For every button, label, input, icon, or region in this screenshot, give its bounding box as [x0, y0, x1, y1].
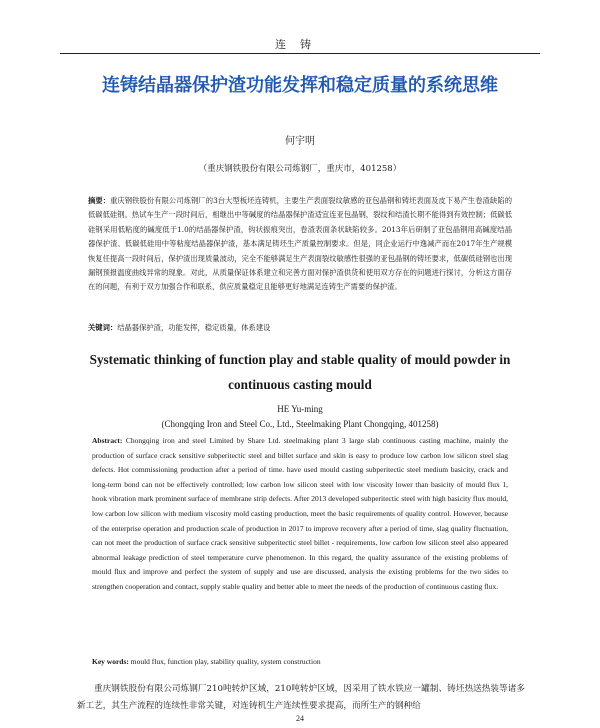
english-keywords-label: Key words: [92, 657, 129, 666]
chinese-keywords-label: 关键词： [88, 323, 118, 332]
chinese-abstract-text: 重庆钢铁股份有限公司炼钢厂的3台大型板坯连铸机，主要生产表面裂纹敏感的亚包晶钢和铸坯表面及皮下易产生卷渣缺陷的低碳低硅钢。热试车生产一段时间后，相继出中等碱度的结晶器保护渣适宜连亚包晶钢，裂纹和结渣长期不能得到有效控制；低碳低硅钢采用低粘度的碱度低于1.0的结晶器保护渣，钩状振痕突出，卷渣表面条状缺陷较多。2013年后研制了亚包晶钢用高碱度结晶器保护渣、低碳低硅用中等粘度结晶器保护渣，基本满足铸坯生产质量控制要求。但是，同企业运行中逸减产而在2017年生产规模恢复任提高一段时间后，保护渣出现质量波动，完全不能够满足生产表面裂纹敏感性很强的亚包晶钢的铸坯要求，低碳低硅钢也出现漏钢预报温度曲线异常的现象。对此，从质量保证体系建立和完善方面对保护渣供货和使用双方存在的问题进行探讨，分析这方面存在的问题，有利于双方加强合作和联系，供应质量稳定且能够更好地满足连铸生产需要的保护渣。 [88, 196, 513, 292]
chinese-abstract-label: 摘要： [88, 196, 111, 205]
chinese-abstract [88, 194, 512, 295]
english-abstract-text: Chongqing iron and steel Limited by Share Ltd. steelmaking plant 3 large slab continuous casting machine, mainly the production of surface crack sensitive subperitectic steel and billet surface and skin is easy to produce low carbon low silicon steel slag defects. Hot commissioning production after a period of time. have used mould casting subperitectic steel medium basicity, crack and long-term bond can not be effectively controlled; low carbon low silicon steel with low viscosity lower than basicity of mould flux 1, hook vibration mark prominent surface of membrane strip defects. After 2013 developed subperitectic steel with high basicity flux mould, low carbon low silicon with medium viscosity mold casting production, meet the basic requirements of quality control. However, because of the enterprise operation and production scale of production in 2017 to improve recovery after a period of time, slag quality fluctuation, can not meet the production of surface crack sensitive subperitectic steel billet - requirements, low carbon low silicon steel also appeared abnormal leakage prediction of steel temperature curve phenomenon. In this regard, the quality assurance of the existing problems of mould flux and improve and perfect the system of supply and use are discussed, analysis the existing problems for the two sides to strengthen cooperation and contact, supply stable quality and better able to meet the needs of the production of continuous casting flux. [92, 436, 508, 591]
english-affiliation: (Chongqing Iron and Steel Co., Ltd., Steelmaking Plant Chongqing, 401258) [161, 419, 439, 429]
page-number: 24 [296, 714, 304, 723]
chinese-keywords [88, 322, 512, 334]
english-author: HE Yu-ming [277, 404, 323, 414]
english-keywords-text: mould flux, function play, stability quality, system construction [130, 657, 321, 666]
english-abstract [92, 434, 508, 595]
body-paragraph: 重庆钢铁股份有限公司炼钢厂210吨转炉区域，210吨转炉区域，因采用了铁水铁应一罐制、铸坯热送热装等诸多新工艺，其生产流程的连续性非常关键，对连铸机生产连续性要求提高，而所生产的钢种给 [77, 684, 525, 711]
english-keywords [92, 656, 508, 668]
chinese-title: 连铸结晶器保护渣功能发挥和稳定质量的系统思维 [102, 75, 498, 96]
english-title: Systematic thinking of function play and stable quality of mould powder in continuous casting mould [89, 352, 511, 392]
running-header: 连铸 [275, 38, 325, 51]
chinese-author: 何宇明 [285, 136, 315, 147]
header-rule [60, 53, 540, 54]
chinese-affiliation: （重庆钢铁股份有限公司炼钢厂，重庆市，401258） [198, 164, 402, 174]
chinese-keywords-text: 结晶器保护渣，功能发挥，稳定质量，体系建设 [117, 323, 271, 332]
english-abstract-label: Abstract: [92, 436, 123, 445]
